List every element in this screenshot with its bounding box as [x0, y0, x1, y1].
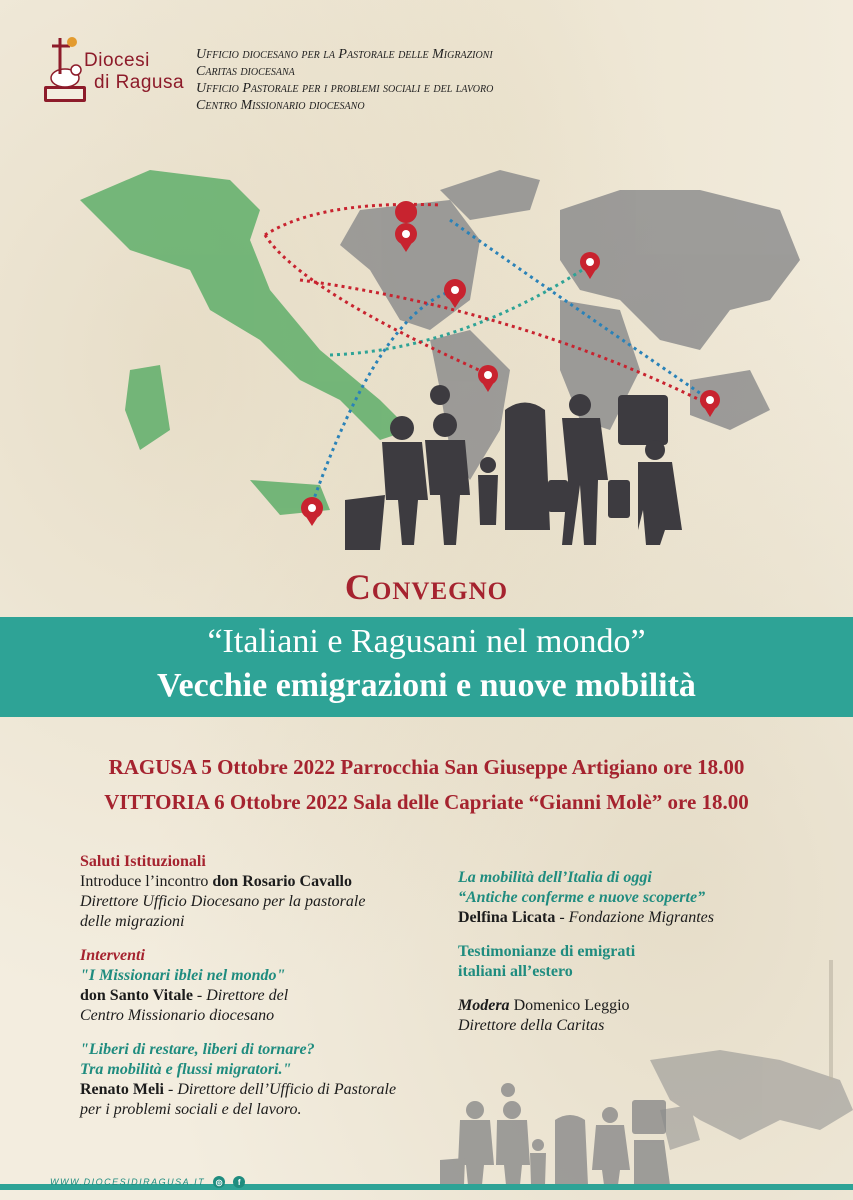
facebook-icon[interactable]: f — [233, 1176, 245, 1188]
program-right-column — [458, 868, 808, 1036]
talk-role: - Direttore del — [192, 987, 289, 1004]
bottom-map-silhouettes — [420, 1050, 853, 1185]
migrants-silhouette — [345, 385, 682, 550]
organizer-item: Centro Missionario diocesano — [196, 98, 365, 113]
talk-title: “Antiche conferme e nuove scoperte” — [458, 889, 706, 906]
interventi-heading: Interventi — [80, 947, 145, 964]
date-vittoria: VITTORIA 6 Ottobre 2022 Sala delle Capriate “Gianni Molè” ore 18.00 — [104, 790, 749, 814]
program-left-column — [80, 852, 440, 1120]
organizer-item: Caritas diocesana — [196, 64, 295, 79]
talk-speaker: Delfina Licata — [458, 909, 556, 926]
talk-title: Tra mobilità e flussi migratori." — [80, 1061, 292, 1078]
migration-map-illustration — [0, 150, 853, 570]
moderator-role: Direttore della Caritas — [458, 1017, 605, 1034]
talk-role: per i problemi sociali e del lavoro. — [80, 1101, 302, 1118]
talk-speaker-line — [458, 908, 808, 928]
logo-line-1: Diocesi — [84, 50, 150, 71]
event-type-label: Convegno — [344, 567, 509, 607]
event-subtitle: Vecchie emigrazioni e nuove mobilità — [157, 667, 696, 704]
photo-credit-vertical — [826, 960, 836, 1080]
logo-wordmark — [84, 50, 184, 94]
talk-title: "Liberi di restare, liberi di tornare? — [80, 1041, 315, 1058]
talk-title: La mobilità dell’Italia di oggi — [458, 869, 652, 886]
talk-role: - Direttore dell’Ufficio di Pastorale — [163, 1081, 397, 1098]
website-link[interactable]: WWW.DIOCESIDIRAGUSA.IT — [50, 1177, 206, 1187]
date-ragusa: RAGUSA 5 Ottobre 2022 Parrocchia San Giuseppe Artigiano ore 18.00 — [108, 755, 745, 779]
moderator-name: Domenico Leggio — [509, 997, 630, 1014]
talk-speaker: Renato Meli — [80, 1081, 164, 1098]
testimonianze-heading: Testimonianze di emigrati — [458, 943, 636, 960]
saluti-intro: Introduce l’incontro — [80, 873, 213, 890]
event-title: “Italiani e Ragusani nel mondo” — [207, 623, 646, 660]
moderator-line — [458, 996, 808, 1016]
talk-role: - Fondazione Migrantes — [555, 909, 714, 926]
organizer-item: Ufficio Pastorale per i problemi sociali e del lavoro — [196, 81, 494, 96]
saluti-role: delle migrazioni — [80, 913, 185, 930]
talk-speaker-line — [80, 1080, 440, 1100]
saluti-role: Direttore Ufficio Diocesano per la pastorale — [80, 893, 366, 910]
talk-speaker-line — [80, 986, 440, 1006]
title-band — [0, 617, 853, 717]
saluti-intro-line — [80, 872, 440, 892]
talk-title: "I Missionari iblei nel mondo" — [80, 967, 286, 984]
footer — [50, 1176, 245, 1188]
talk-role: Centro Missionario diocesano — [80, 1007, 275, 1024]
organizer-item: Ufficio diocesano per la Pastorale delle Migrazioni — [196, 47, 493, 62]
organizers-list — [196, 46, 493, 114]
instagram-icon[interactable]: ◎ — [213, 1176, 225, 1188]
moderator-label: Modera — [458, 997, 510, 1014]
saluti-heading: Saluti Istituzionali — [80, 853, 206, 870]
logo-line-2: di Ragusa — [94, 72, 185, 93]
testimonianze-heading: italiani all’estero — [458, 963, 573, 980]
talk-speaker: don Santo Vitale — [80, 987, 193, 1004]
saluti-speaker: don Rosario Cavallo — [212, 873, 352, 890]
